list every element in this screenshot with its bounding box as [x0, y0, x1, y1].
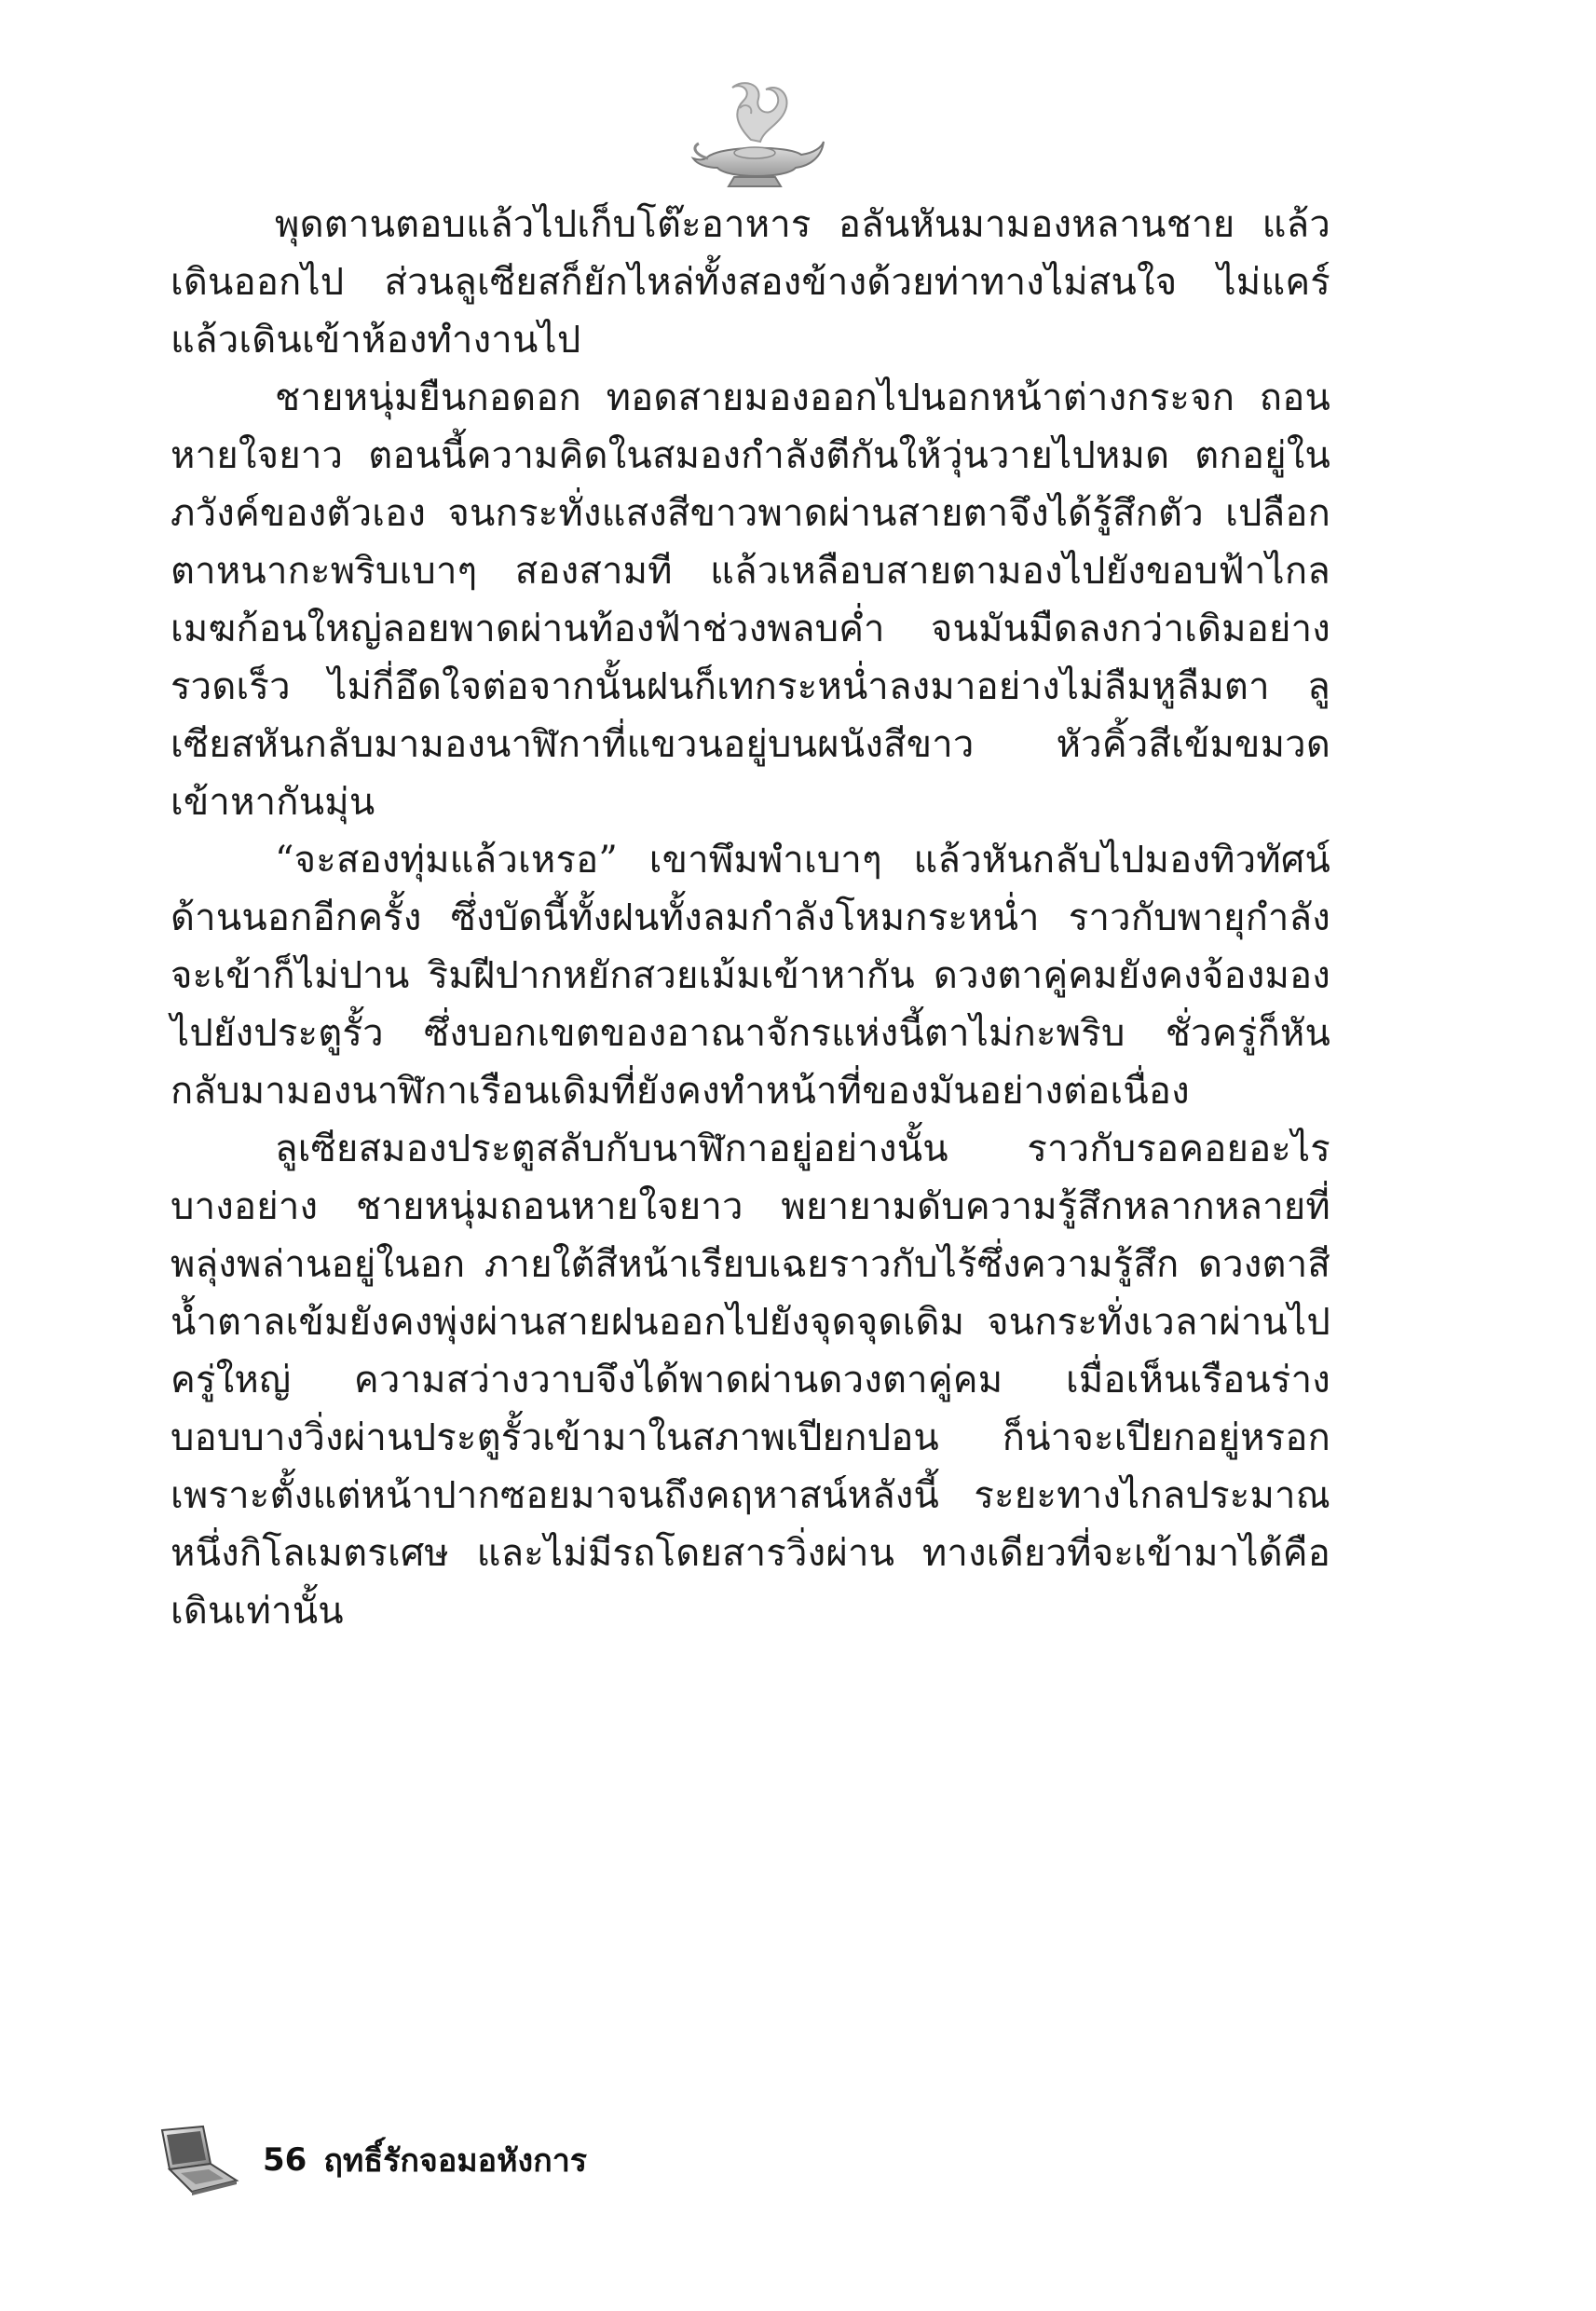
body-text [171, 196, 1330, 1640]
paragraph: “จะสองทุ่มแล้วเหรอ” เขาพึมพำเบาๆ แล้วหันกลับไปมองทิวทัศน์ด้านนอกอีกครั้ง ซึ่งบัดนี้ทั้งฝนทั้งลมกำลังโหมกระหน่ำ ราวกับพายุกำลังจะเข้าก็ไม่ปาน ริมฝีปากหยักสวยเม้มเข้าหากัน ดวงตาคู่คมยังคงจ้องมองไปยังประตูรั้ว ซึ่งบอกเขตของอาณาจักรแห่งนี้ตาไม่กะพริบ ชั่วครู่ก็หันกลับมามองนาฬิกาเรือนเดิมที่ยังคงทำหน้าที่ของมันอย่างต่อเนื่อง [171, 839, 1330, 1113]
laptop-icon [149, 2123, 242, 2197]
genie-lamp-icon [686, 75, 825, 196]
paragraph: ลูเซียสมองประตูสลับกับนาฬิกาอยู่อย่างนั้น ราวกับรอคอยอะไรบางอย่าง ชายหนุ่มถอนหายใจยาว พยายามดับความรู้สึกหลากหลายที่พลุ่งพล่านอยู่ในอก ภายใต้สีหน้าเรียบเฉยราวกับไร้ซึ่งความรู้สึก ดวงตาสีน้ำตาลเข้มยังคงพุ่งผ่านสายฝนออกไปยังจุดจุดเดิม จนกระทั่งเวลาผ่านไปครู่ใหญ่ ความสว่างวาบจึงได้พาดผ่านดวงตาคู่คม เมื่อเห็นเรือนร่างบอบบางวิ่งผ่านประตูรั้วเข้ามาในสภาพเปียกปอน ก็น่าจะเปียกอยู่หรอก เพราะตั้งแต่หน้าปากซอยมาจนถึงคฤหาสน์หลังนี้ ระยะทางไกลประมาณหนึ่งกิโลเมตรเศษ และไม่มีรถโดยสารวิ่งผ่าน ทางเดียวที่จะเข้ามาได้คือเดินเท่านั้น [171, 1128, 1330, 1633]
paragraph: ชายหนุ่มยืนกอดอก ทอดสายมองออกไปนอกหน้าต่างกระจก ถอนหายใจยาว ตอนนี้ความคิดในสมองกำลังตีกันให้วุ่นวายไปหมด ตกอยู่ในภวังค์ของตัวเอง จนกระทั่งแสงสีขาวพาดผ่านสายตาจึงได้รู้สึกตัว เปลือกตาหนากะพริบเบาๆ สองสามที แล้วเหลือบสายตามองไปยังขอบฟ้าไกล เมฆก้อนใหญ่ลอยพาดผ่านท้องฟ้าช่วงพลบค่ำ จนมันมืดลงกว่าเดิมอย่างรวดเร็ว ไม่กี่อึดใจต่อจากนั้นฝนก็เทกระหน่ำลงมาอย่างไม่ลืมหูลืมตา ลูเซียสหันกลับมามองนาฬิกาที่แขวนอยู่บนผนังสีขาว หัวคิ้วสีเข้มขมวดเข้าหากันมุ่น [171, 376, 1330, 824]
page-number: 56 [263, 2141, 307, 2179]
paragraph: พุดตานตอบแล้วไปเก็บโต๊ะอาหาร อลันหันมามองหลานชาย แล้วเดินออกไป ส่วนลูเซียสก็ยักไหล่ทั้งสองข้างด้วยท่าทางไม่สนใจ ไม่แคร์ แล้วเดินเข้าห้องทำงานไป [171, 203, 1330, 362]
book-title: ฤทธิ์รักจอมอหังการ [323, 2142, 588, 2180]
page-footer [149, 2123, 587, 2197]
